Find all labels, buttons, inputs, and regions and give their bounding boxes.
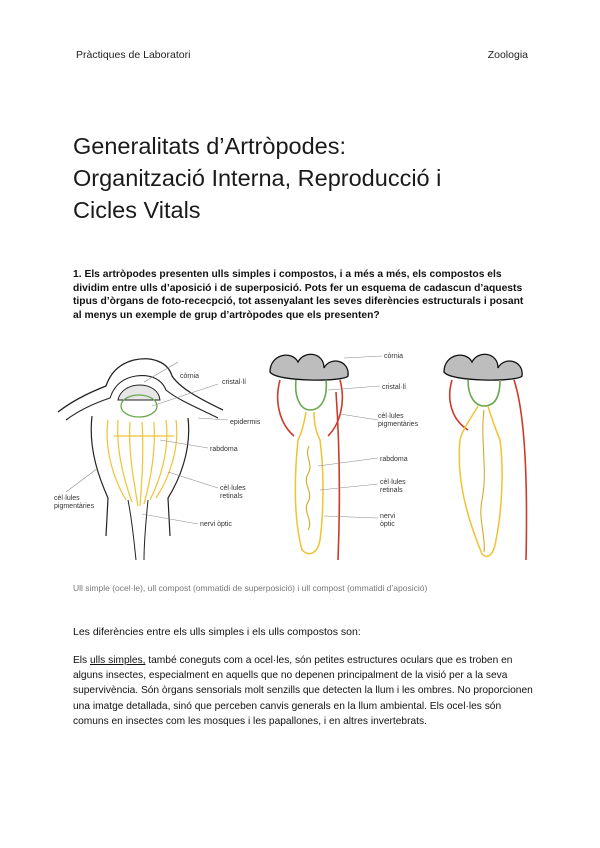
ocellus-label-cristalli: cristal·lí [222,379,247,386]
apposition-pigment-right [514,380,527,560]
ocellus-left-wall [91,416,108,536]
answer-prefix: Els [73,655,90,666]
ocellus-label-retinal-1: cèl·lules [220,485,246,492]
superposition-label-pigment-1: cèl·lules [378,413,404,420]
page-title [73,130,533,226]
superposition-pigment-right [328,380,342,436]
ocellus-cornea [118,385,160,400]
apposition-crystalline [468,380,500,406]
superposition-cornea [270,354,348,380]
apposition-ommatidium-diagram [444,354,527,560]
ocellus-diagram [54,359,261,560]
title-line-3: Cicles Vitals [73,197,201,223]
superposition-label-retinal-1: cèl·lules [380,479,406,486]
ocellus-label-pigment-1: cèl·lules [54,495,80,502]
answer-body: també coneguts com a ocel·les, són petites estructures oculars que es troben en alguns insectes, especialment en aquells que no depenen principalment de la visió per a la seva supervivència. Són òrgans sensorials molt senzills que detecten la llum i les ombres. No proporcionen una imatge detallada, sinó que perceben canvis generals en la llum ambiental. Els ocel·les són comuns en insectes com les mosques i les papallones, i en altres invertebrats. [73,655,533,727]
ocellus-label-epidermis: epidermis [230,419,261,426]
superposition-label-nervi-1: nervi [380,513,396,520]
title-line-1: Generalitats d’Artròpodes: [73,133,347,159]
apposition-pigment-left [450,380,468,430]
figure-caption: Ull simple (ocel·le), ull compost (ommatidi de superposició) i ull compost (ommatidi d’aposició) [73,583,428,593]
superposition-pigment-left [278,380,294,436]
superposition-label-nervi-2: òptic [380,521,395,528]
ocellus-nerve [128,500,136,560]
answer-intro: Les diferències entre els ulls simples i els ulls compostos son: [73,626,361,638]
superposition-rhabdom [306,446,310,530]
apposition-rhabdom [481,410,484,552]
ocellus-label-pigment-2: pigmentàries [54,503,95,510]
superposition-label-cristalli: cristal·lí [382,384,407,391]
apposition-cornea [444,354,522,380]
superposition-crystalline [296,380,327,410]
title-line-2: Organització Interna, Reproducció i [73,165,442,191]
ocellus-label-retinal-2: retinals [220,493,243,500]
question-text: 1. Els artròpodes presenten ulls simples i compostos, i a més a més, els compostos els dividim entre ulls d’aposició i de superposició. Pots fer un esquema de cadascun d’aquests tipus d’òrgans de foto-rececpció, tot assenyalant les seves diferències estructurals i posant al menys un exemple de grup d’artròpodes que els presenten? [73,269,524,321]
answer-term-simple-eyes: ulls simples, [89,655,146,666]
ocellus-label-cornia: còrnia [180,373,200,380]
ocellus-retinal-cells [107,420,177,506]
eye-diagram-figure [48,340,548,572]
answer-paragraph [73,653,535,729]
ocellus-label-rabdoma: rabdoma [210,446,238,453]
superposition-label-retinal-2: retinals [380,487,403,494]
superposition-label-rabdoma: rabdoma [380,456,408,463]
superposition-ommatidium-diagram [270,353,419,560]
superposition-retinal-cells [295,412,323,554]
superposition-label-pigment-2: pigmentàries [378,421,419,428]
header-course: Pràctiques de Laboratori [76,49,191,61]
ocellus-label-nervi: nervi òptic [200,521,232,528]
superposition-label-cornia: còrnia [384,353,404,360]
header-subject: Zoologia [487,49,528,61]
